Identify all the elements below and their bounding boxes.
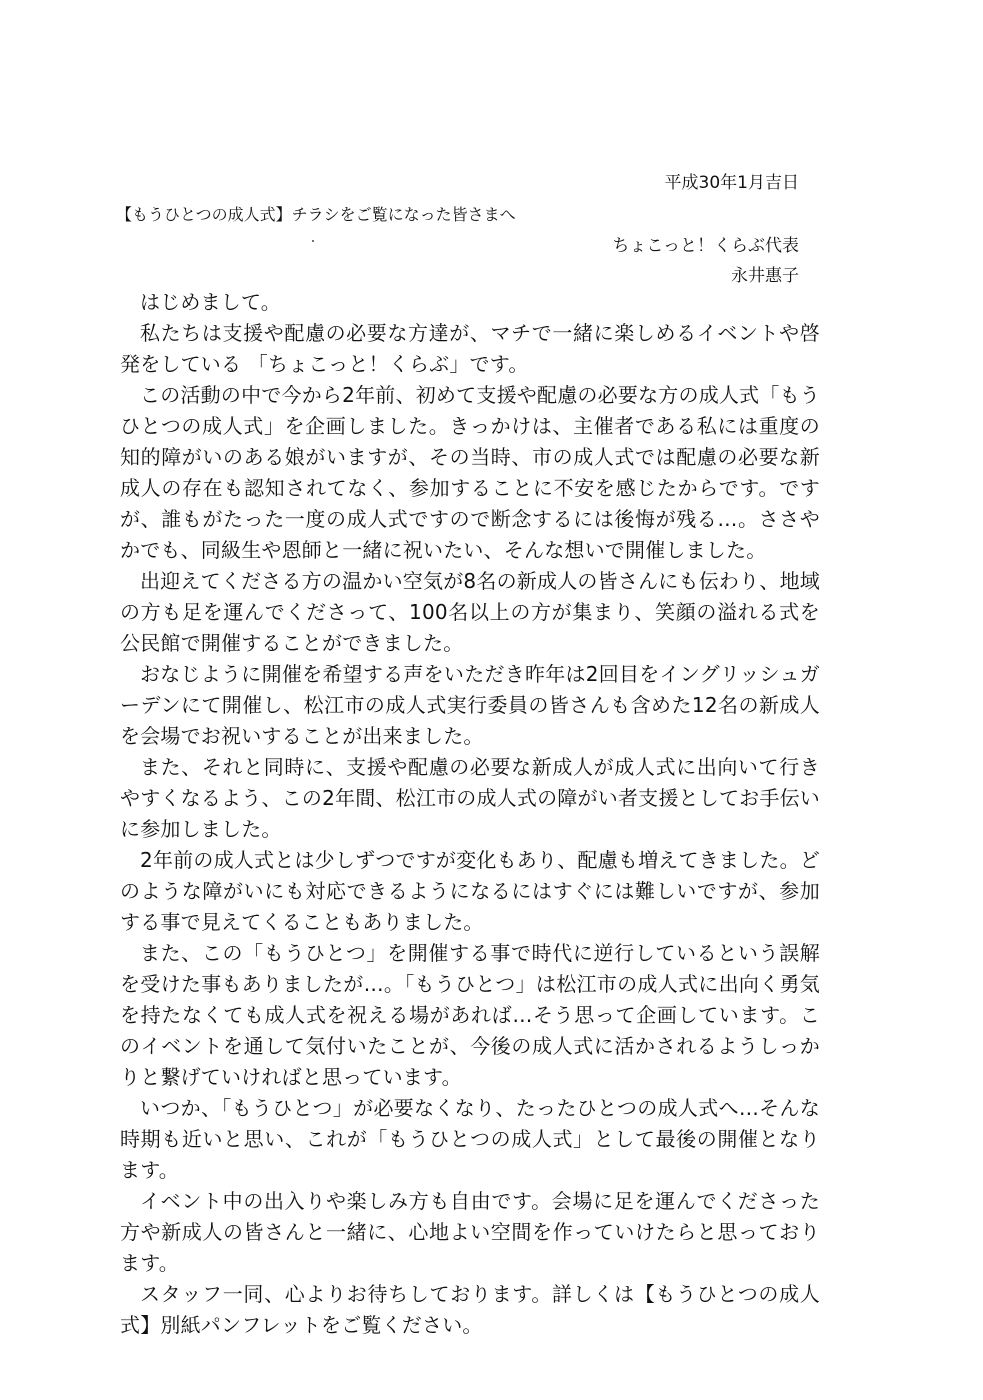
paragraph-first-event: 出迎えてくださる方の温かい空気が8名の新成人の皆さんにも伝わり、地域の方も足を運んでくださって、100名以上の方が集まり、笑顔の溢れる式を公民館で開催することができました。 [120, 569, 820, 655]
letter-addressee: 【もうひとつの成人式】チラシをご覧になった皆さまへ [116, 205, 516, 224]
paragraph-introduction: 私たちは支援や配慮の必要な方達が、マチで一緒に楽しめるイベントや啓発をしている 「ちょこっと！くらぶ」です。 [120, 321, 820, 376]
letter-body [120, 287, 820, 1341]
paragraph-final-event: いつか、「もうひとつ」が必要なくなり、たったひとつの成人式へ…そんな時期も近いと思い、これが「もうひとつの成人式」として最後の開催となります。 [120, 1096, 820, 1182]
scan-speck [312, 240, 314, 242]
sender-name: 永井惠子 [731, 266, 799, 286]
letter-sender [612, 231, 799, 291]
paragraph-changes: 2年前の成人式とは少しずつですが変化もあり、配慮も増えてきました。どのような障がいにも対応できるようになるにはすぐには難しいですが、参加する事で見えてくることもありました。 [120, 848, 820, 934]
paragraph-closing: スタッフ一同、心よりお待ちしております。詳しくは【もうひとつの成人式】別紙パンフレットをご覧ください。 [120, 1282, 820, 1337]
paragraph-background: この活動の中で今から2年前、初めて支援や配慮の必要な方の成人式「もうひとつの成人式」を企画しました。きっかけは、主催者である私には重度の知的障がいのある娘がいますが、その当時、市の成人式では配慮の必要な新成人の存在も認知されてなく、参加することに不安を感じたからです。ですが、誰もがたった一度の成人式ですので断念するには後悔が残る…。ささやかでも、同級生や恩師と一緒に祝いたい、そんな想いで開催しました。 [120, 383, 820, 562]
paragraph-second-event: おなじように開催を希望する声をいただき昨年は2回目をイングリッシュガーデンにて開催し、松江市の成人式実行委員の皆さんも含めた12名の新成人を会場でお祝いすることが出来ました。 [120, 662, 820, 748]
letter-date: 平成30年1月吉日 [664, 173, 799, 193]
paragraph-purpose: また、この「もうひとつ」を開催する事で時代に逆行しているという誤解を受けた事もありましたが…。「もうひとつ」は松江市の成人式に出向く勇気を持たなくても成人式を祝える場があれば…そう思って企画しています。このイベントを通して気付いたことが、今後の成人式に活かされるようしっかりと繋げていければと思っています。 [120, 941, 820, 1089]
paragraph-freedom: イベント中の出入りや楽しみ方も自由です。会場に足を運んでくださった方や新成人の皆さんと一緒に、心地よい空間を作っていけたらと思っております。 [120, 1189, 820, 1275]
paragraph-greeting: はじめまして。 [140, 290, 281, 314]
paragraph-support: また、それと同時に、支援や配慮の必要な新成人が成人式に出向いて行きやすくなるよう、この2年間、松江市の成人式の障がい者支援としてお手伝いに参加しました。 [120, 755, 820, 841]
sender-organization: ちょこっと！くらぶ代表 [612, 236, 799, 256]
